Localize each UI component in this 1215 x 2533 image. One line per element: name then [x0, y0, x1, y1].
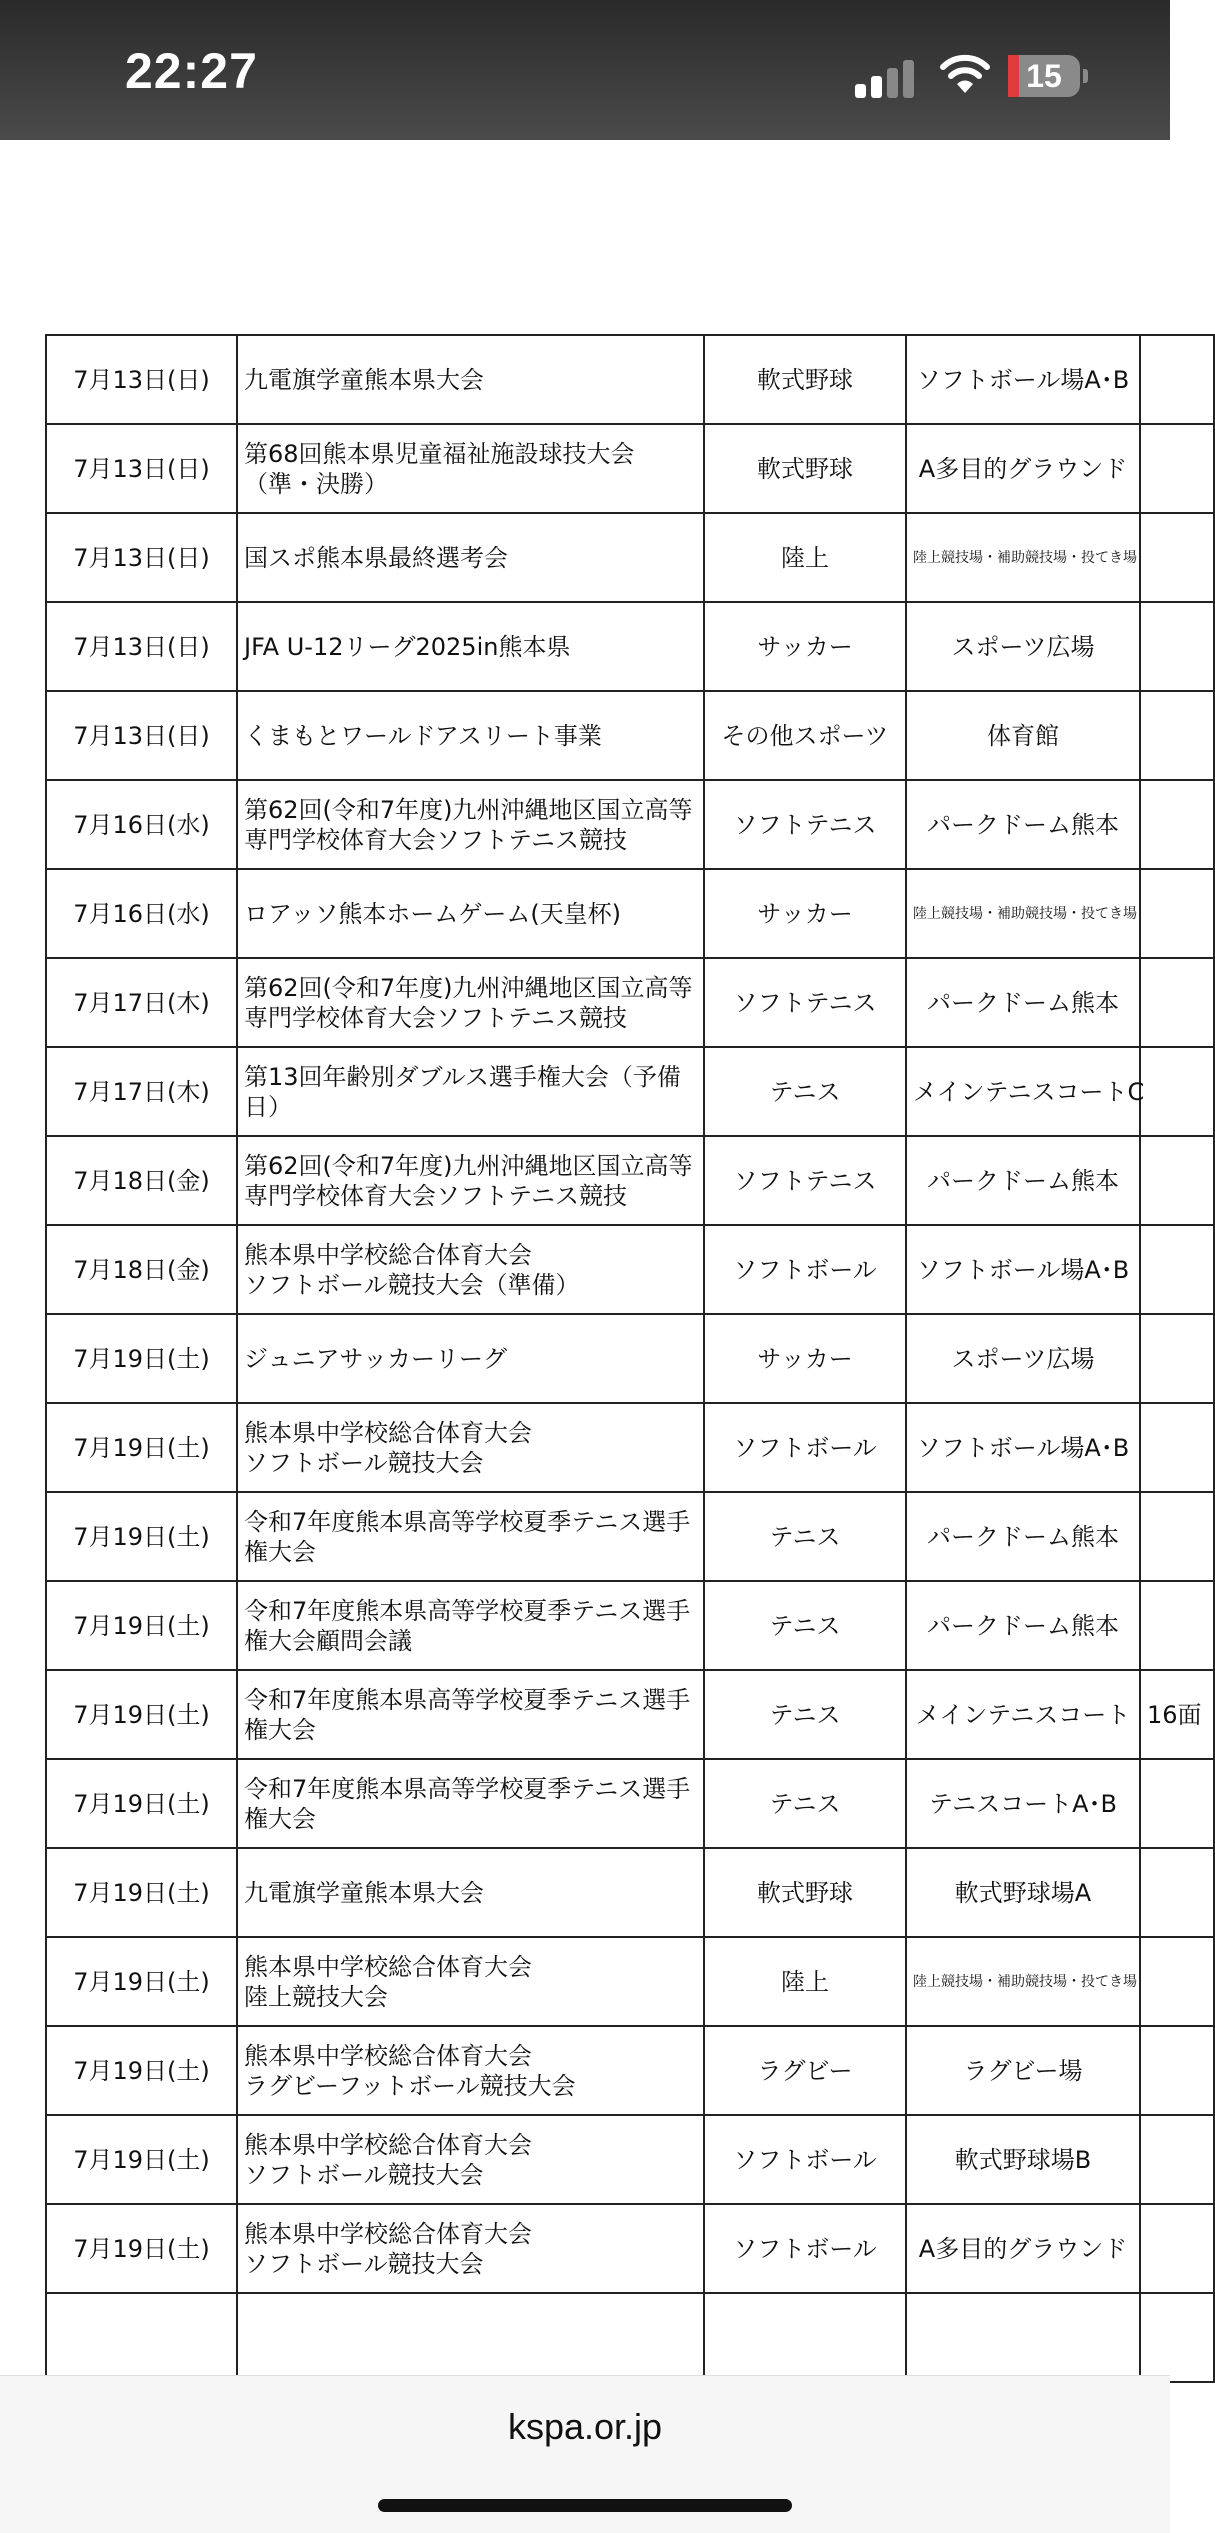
- sport-cell: サッカー: [704, 869, 906, 958]
- venue-cell: A多目的グラウンド: [906, 2204, 1140, 2293]
- venue-cell: ソフトボール場A･B: [906, 1225, 1140, 1314]
- status-bar: [0, 0, 1170, 140]
- venue-cell: 軟式野球場A: [906, 1848, 1140, 1937]
- table-row: [46, 424, 1214, 513]
- sport-cell: テニス: [704, 1581, 906, 1670]
- date-cell: 7月19日(土): [46, 1314, 237, 1403]
- venue-cell: 陸上競技場・補助競技場・投てき場: [906, 869, 1140, 958]
- sport-cell: サッカー: [704, 1314, 906, 1403]
- venue-cell: 陸上競技場・補助競技場・投てき場: [906, 513, 1140, 602]
- date-cell: 7月18日(金): [46, 1136, 237, 1225]
- venue-cell: メインテニスコート: [906, 1670, 1140, 1759]
- venue-cell: 軟式野球場B: [906, 2115, 1140, 2204]
- table-row: [46, 1047, 1214, 1136]
- web-content[interactable]: [0, 140, 1202, 2375]
- date-cell: 7月17日(木): [46, 1047, 237, 1136]
- sport-cell: 軟式野球: [704, 1848, 906, 1937]
- extra-cell: [1140, 869, 1214, 958]
- event-cell: 第13回年齢別ダブルス選手権大会（予備日）: [237, 1047, 704, 1136]
- event-cell: 令和7年度熊本県高等学校夏季テニス選手権大会: [237, 1670, 704, 1759]
- venue-cell: ソフトボール場A･B: [906, 335, 1140, 424]
- table-row: [46, 1136, 1214, 1225]
- date-cell: 7月19日(土): [46, 1670, 237, 1759]
- table-row: [46, 2115, 1214, 2204]
- extra-cell: [1140, 2293, 1214, 2382]
- date-cell: 7月17日(木): [46, 958, 237, 1047]
- extra-cell: 16面: [1140, 1670, 1214, 1759]
- event-cell: JFA U-12リーグ2025in熊本県: [237, 602, 704, 691]
- extra-cell: [1140, 1848, 1214, 1937]
- venue-cell: 陸上競技場・補助競技場・投てき場: [906, 1937, 1140, 2026]
- sport-cell: ソフトテニス: [704, 958, 906, 1047]
- date-cell: 7月19日(土): [46, 2026, 237, 2115]
- extra-cell: [1140, 1403, 1214, 1492]
- extra-cell: [1140, 1047, 1214, 1136]
- sport-cell: ソフトボール: [704, 2115, 906, 2204]
- date-cell: 7月19日(土): [46, 1492, 237, 1581]
- sport-cell: ラグビー: [704, 2026, 906, 2115]
- extra-cell: [1140, 1492, 1214, 1581]
- event-cell: 第62回(令和7年度)九州沖縄地区国立高等専門学校体育大会ソフトテニス競技: [237, 1136, 704, 1225]
- extra-cell: [1140, 2204, 1214, 2293]
- wifi-icon: [940, 52, 990, 96]
- venue-cell: パークドーム熊本: [906, 1492, 1140, 1581]
- event-cell: 九電旗学童熊本県大会: [237, 1848, 704, 1937]
- event-cell: 第62回(令和7年度)九州沖縄地区国立高等専門学校体育大会ソフトテニス競技: [237, 958, 704, 1047]
- venue-cell: スポーツ広場: [906, 1314, 1140, 1403]
- sport-cell: 陸上: [704, 1937, 906, 2026]
- venue-cell: [906, 2293, 1140, 2382]
- date-cell: 7月19日(土): [46, 1848, 237, 1937]
- date-cell: 7月19日(土): [46, 1403, 237, 1492]
- table-row: [46, 1403, 1214, 1492]
- table-row: [46, 1848, 1214, 1937]
- event-cell: 令和7年度熊本県高等学校夏季テニス選手権大会顧問会議: [237, 1581, 704, 1670]
- cellular-signal-icon: [855, 58, 915, 98]
- date-cell: 7月19日(土): [46, 1759, 237, 1848]
- sport-cell: ソフトボール: [704, 1403, 906, 1492]
- sport-cell: その他スポーツ: [704, 691, 906, 780]
- extra-cell: [1140, 780, 1214, 869]
- sport-cell: 軟式野球: [704, 335, 906, 424]
- event-cell: 九電旗学童熊本県大会: [237, 335, 704, 424]
- sport-cell: テニス: [704, 1670, 906, 1759]
- sport-cell: 陸上: [704, 513, 906, 602]
- browser-address-bar[interactable]: [0, 2375, 1170, 2533]
- url-label[interactable]: kspa.or.jp: [507, 2406, 663, 2447]
- table-row: [46, 1759, 1214, 1848]
- extra-cell: [1140, 1937, 1214, 2026]
- extra-cell: [1140, 602, 1214, 691]
- sport-cell: ソフトテニス: [704, 1136, 906, 1225]
- event-cell: 熊本県中学校総合体育大会 ソフトボール競技大会（準備）: [237, 1225, 704, 1314]
- status-time: 22:27: [125, 43, 258, 99]
- venue-cell: 体育館: [906, 691, 1140, 780]
- extra-cell: [1140, 513, 1214, 602]
- table-row: [46, 958, 1214, 1047]
- event-cell: 第62回(令和7年度)九州沖縄地区国立高等専門学校体育大会ソフトテニス競技: [237, 780, 704, 869]
- venue-cell: スポーツ広場: [906, 602, 1140, 691]
- date-cell: 7月19日(土): [46, 1937, 237, 2026]
- battery-icon: [1008, 55, 1088, 97]
- event-cell: 令和7年度熊本県高等学校夏季テニス選手権大会: [237, 1759, 704, 1848]
- sport-cell: ソフトテニス: [704, 780, 906, 869]
- table-row: [46, 513, 1214, 602]
- extra-cell: [1140, 1581, 1214, 1670]
- date-cell: 7月13日(日): [46, 513, 237, 602]
- date-cell: 7月19日(土): [46, 2115, 237, 2204]
- event-cell: 国スポ熊本県最終選考会: [237, 513, 704, 602]
- event-cell: 熊本県中学校総合体育大会 陸上競技大会: [237, 1937, 704, 2026]
- venue-cell: ソフトボール場A･B: [906, 1403, 1140, 1492]
- sport-cell: [704, 2293, 906, 2382]
- venue-cell: メインテニスコートC: [906, 1047, 1140, 1136]
- venue-cell: パークドーム熊本: [906, 1581, 1140, 1670]
- date-cell: 7月16日(水): [46, 780, 237, 869]
- table-row: [46, 780, 1214, 869]
- extra-cell: [1140, 2115, 1214, 2204]
- event-cell: ジュニアサッカーリーグ: [237, 1314, 704, 1403]
- table-row: [46, 602, 1214, 691]
- event-cell: ロアッソ熊本ホームゲーム(天皇杯): [237, 869, 704, 958]
- date-cell: 7月18日(金): [46, 1225, 237, 1314]
- venue-cell: ラグビー場: [906, 2026, 1140, 2115]
- table-row: [46, 335, 1214, 424]
- event-cell: くまもとワールドアスリート事業: [237, 691, 704, 780]
- sport-cell: サッカー: [704, 602, 906, 691]
- venue-cell: パークドーム熊本: [906, 780, 1140, 869]
- venue-cell: A多目的グラウンド: [906, 424, 1140, 513]
- date-cell: 7月19日(土): [46, 1581, 237, 1670]
- extra-cell: [1140, 2026, 1214, 2115]
- sport-cell: ソフトボール: [704, 1225, 906, 1314]
- sport-cell: 軟式野球: [704, 424, 906, 513]
- venue-cell: パークドーム熊本: [906, 958, 1140, 1047]
- date-cell: 7月13日(日): [46, 424, 237, 513]
- table-row: [46, 2204, 1214, 2293]
- table-row: [46, 1670, 1214, 1759]
- table-row: [46, 1937, 1214, 2026]
- date-cell: 7月13日(日): [46, 691, 237, 780]
- battery-level: 15: [1026, 58, 1062, 94]
- event-cell: 第68回熊本県児童福祉施設球技大会（準・決勝）: [237, 424, 704, 513]
- extra-cell: [1140, 958, 1214, 1047]
- table-row: [46, 1314, 1214, 1403]
- event-cell: 熊本県中学校総合体育大会 ソフトボール競技大会: [237, 1403, 704, 1492]
- date-cell: 7月13日(日): [46, 335, 237, 424]
- date-cell: 7月16日(水): [46, 869, 237, 958]
- sport-cell: テニス: [704, 1047, 906, 1136]
- extra-cell: [1140, 1136, 1214, 1225]
- venue-cell: テニスコートA･B: [906, 1759, 1140, 1848]
- event-cell: 熊本県中学校総合体育大会 ソフトボール競技大会: [237, 2115, 704, 2204]
- event-cell: [237, 2293, 704, 2382]
- date-cell: 7月19日(土): [46, 2204, 237, 2293]
- event-cell: 熊本県中学校総合体育大会 ソフトボール競技大会: [237, 2204, 704, 2293]
- extra-cell: [1140, 335, 1214, 424]
- extra-cell: [1140, 1759, 1214, 1848]
- event-cell: 令和7年度熊本県高等学校夏季テニス選手権大会: [237, 1492, 704, 1581]
- event-cell: 熊本県中学校総合体育大会 ラグビーフットボール競技大会: [237, 2026, 704, 2115]
- table-row: [46, 1492, 1214, 1581]
- table-row: [46, 2293, 1214, 2382]
- home-indicator[interactable]: [378, 2499, 792, 2512]
- table-row: [46, 869, 1214, 958]
- extra-cell: [1140, 1314, 1214, 1403]
- schedule-table: [45, 334, 1215, 2383]
- table-row: [46, 2026, 1214, 2115]
- table-row: [46, 1581, 1214, 1670]
- date-cell: 7月13日(日): [46, 602, 237, 691]
- table-row: [46, 1225, 1214, 1314]
- extra-cell: [1140, 424, 1214, 513]
- venue-cell: パークドーム熊本: [906, 1136, 1140, 1225]
- sport-cell: ソフトボール: [704, 2204, 906, 2293]
- sport-cell: テニス: [704, 1492, 906, 1581]
- date-cell: [46, 2293, 237, 2382]
- extra-cell: [1140, 1225, 1214, 1314]
- sport-cell: テニス: [704, 1759, 906, 1848]
- table-row: [46, 691, 1214, 780]
- extra-cell: [1140, 691, 1214, 780]
